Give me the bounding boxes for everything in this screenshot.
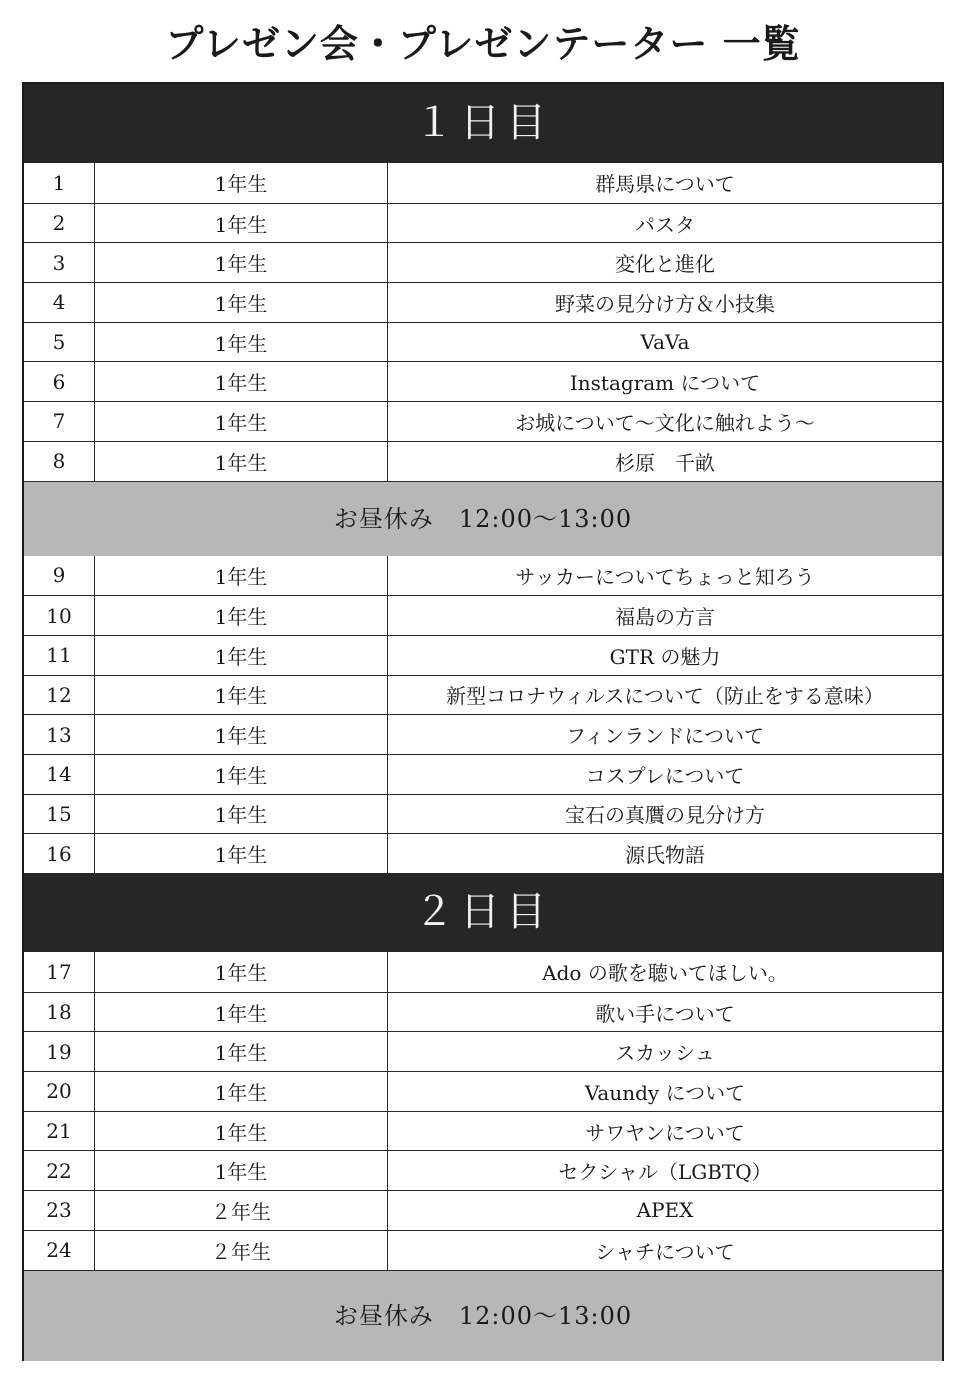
row-topic: Instagram について bbox=[569, 371, 761, 396]
table-row bbox=[24, 1111, 942, 1151]
row-grade: 1年生 bbox=[95, 163, 388, 203]
lunch-break-row: お昼休み 12:00～13:00 bbox=[24, 1270, 942, 1361]
row-number: 3 bbox=[24, 243, 95, 282]
row-topic: サッカーについてちょっと知ろう bbox=[515, 564, 815, 589]
row-grade: 1年生 bbox=[95, 556, 388, 596]
row-number: 18 bbox=[24, 993, 95, 1032]
row-topic: シャチについて bbox=[595, 1239, 735, 1264]
table-row bbox=[24, 595, 942, 635]
row-grade: 1年生 bbox=[95, 283, 388, 322]
row-number: 4 bbox=[24, 283, 95, 322]
row-topic: 新型コロナウィルスについて（防止をする意味） bbox=[446, 684, 884, 709]
row-topic: サワヤンについて bbox=[585, 1120, 745, 1145]
row-grade: 1年生 bbox=[95, 442, 388, 481]
row-topic: パスタ bbox=[635, 212, 695, 237]
row-topic: スカッシュ bbox=[615, 1041, 715, 1066]
presentation-schedule-table bbox=[22, 82, 944, 1361]
row-topic: お城について～文化に触れよう～ bbox=[515, 410, 815, 435]
day-1-header: １日目 bbox=[24, 84, 942, 163]
row-topic: VaVa bbox=[640, 330, 690, 355]
row-number: 11 bbox=[24, 636, 95, 675]
row-topic: Ado の歌を聴いてほしい。 bbox=[542, 961, 788, 986]
row-number: 17 bbox=[24, 952, 95, 992]
row-grade: 1年生 bbox=[95, 402, 388, 441]
day-2-header: ２日目 bbox=[24, 873, 942, 952]
row-number: 1 bbox=[24, 163, 95, 203]
day-2-rows bbox=[24, 952, 942, 1270]
table-row bbox=[24, 242, 942, 282]
table-row bbox=[24, 754, 942, 794]
lunch-break-row: お昼休み 12:00～13:00 bbox=[24, 481, 942, 556]
row-topic: 群馬県について bbox=[595, 172, 735, 197]
row-grade: 1年生 bbox=[95, 596, 388, 635]
table-row bbox=[24, 675, 942, 715]
table-row bbox=[24, 1031, 942, 1071]
row-number: 12 bbox=[24, 676, 95, 715]
page-title: プレゼン会・プレゼンテーター 一覧 bbox=[165, 22, 801, 66]
table-row bbox=[24, 635, 942, 675]
row-grade: 1年生 bbox=[95, 323, 388, 362]
row-number: 8 bbox=[24, 442, 95, 481]
row-number: 23 bbox=[24, 1191, 95, 1230]
row-number: 16 bbox=[24, 834, 95, 873]
row-topic: GTR の魅力 bbox=[609, 644, 721, 669]
table-row bbox=[24, 203, 942, 243]
row-grade: 1年生 bbox=[95, 993, 388, 1032]
table-row bbox=[24, 1150, 942, 1190]
row-number: 7 bbox=[24, 402, 95, 441]
row-grade: 1年生 bbox=[95, 362, 388, 401]
day-1-afternoon-rows bbox=[24, 556, 942, 874]
row-topic: コスプレについて bbox=[585, 763, 745, 788]
row-topic: 変化と進化 bbox=[615, 252, 715, 277]
row-grade: 1年生 bbox=[95, 952, 388, 992]
row-number: 9 bbox=[24, 556, 95, 596]
row-grade: 1年生 bbox=[95, 204, 388, 243]
row-grade: 1年生 bbox=[95, 1112, 388, 1151]
table-row bbox=[24, 163, 942, 203]
table-row bbox=[24, 794, 942, 834]
row-number: 22 bbox=[24, 1151, 95, 1190]
row-number: 10 bbox=[24, 596, 95, 635]
row-topic: 歌い手について bbox=[595, 1001, 735, 1026]
table-row bbox=[24, 401, 942, 441]
row-grade: ２年生 bbox=[95, 1191, 388, 1230]
row-number: 5 bbox=[24, 323, 95, 362]
row-topic: フィンランドについて bbox=[566, 724, 764, 749]
row-grade: 1年生 bbox=[95, 834, 388, 873]
table-row bbox=[24, 1071, 942, 1111]
row-topic: 杉原 千畝 bbox=[615, 450, 715, 475]
row-number: 24 bbox=[24, 1231, 95, 1270]
table-row bbox=[24, 1190, 942, 1230]
row-number: 13 bbox=[24, 715, 95, 754]
row-topic: 宝石の真贋の見分け方 bbox=[565, 803, 765, 828]
row-grade: 1年生 bbox=[95, 715, 388, 754]
row-grade: ２年生 bbox=[95, 1231, 388, 1270]
row-topic: 福島の方言 bbox=[615, 605, 715, 630]
row-topic: 野菜の見分け方＆小技集 bbox=[555, 291, 775, 316]
row-topic: Vaundy について bbox=[584, 1080, 746, 1105]
table-row bbox=[24, 441, 942, 481]
row-number: 15 bbox=[24, 795, 95, 834]
row-topic: 源氏物語 bbox=[625, 843, 705, 868]
table-row bbox=[24, 714, 942, 754]
table-row bbox=[24, 361, 942, 401]
row-number: 2 bbox=[24, 204, 95, 243]
row-grade: 1年生 bbox=[95, 676, 388, 715]
table-row bbox=[24, 1230, 942, 1270]
table-row bbox=[24, 992, 942, 1032]
row-grade: 1年生 bbox=[95, 1032, 388, 1071]
row-topic: APEX bbox=[636, 1198, 694, 1223]
table-row bbox=[24, 282, 942, 322]
row-grade: 1年生 bbox=[95, 1151, 388, 1190]
day-1-morning-rows bbox=[24, 163, 942, 481]
row-grade: 1年生 bbox=[95, 755, 388, 794]
row-topic: セクシャル（LGBTQ） bbox=[558, 1160, 772, 1185]
row-number: 20 bbox=[24, 1072, 95, 1111]
table-row bbox=[24, 833, 942, 873]
row-number: 21 bbox=[24, 1112, 95, 1151]
row-grade: 1年生 bbox=[95, 243, 388, 282]
table-row bbox=[24, 322, 942, 362]
row-grade: 1年生 bbox=[95, 795, 388, 834]
row-number: 19 bbox=[24, 1032, 95, 1071]
row-grade: 1年生 bbox=[95, 636, 388, 675]
row-number: 6 bbox=[24, 362, 95, 401]
row-grade: 1年生 bbox=[95, 1072, 388, 1111]
row-number: 14 bbox=[24, 755, 95, 794]
table-row bbox=[24, 952, 942, 992]
table-row bbox=[24, 556, 942, 596]
